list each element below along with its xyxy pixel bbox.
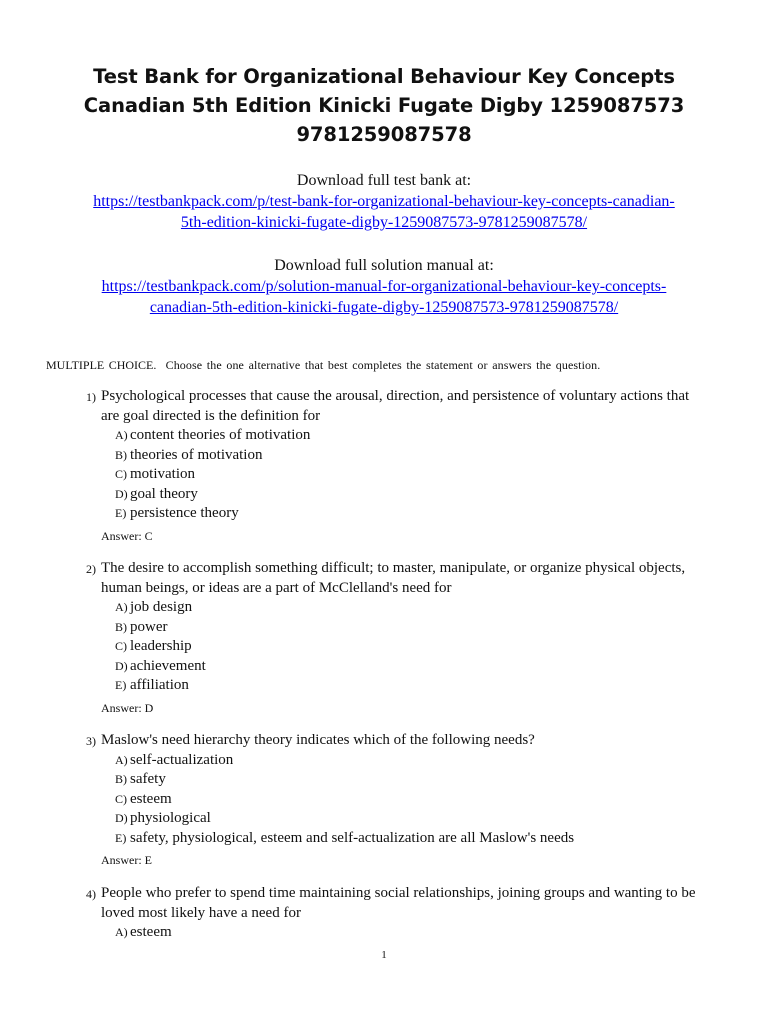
question-stem-line-2: are goal directed is the definition for <box>101 407 321 424</box>
question-number: 3) <box>86 734 96 748</box>
option-letter: B) <box>115 447 127 462</box>
option-d <box>115 485 726 505</box>
option-letter: A) <box>115 925 128 939</box>
option-d <box>115 657 726 677</box>
question-number: 4) <box>86 887 96 901</box>
answer: Answer: C <box>101 528 153 543</box>
option-text: self-actualization <box>130 751 234 768</box>
option-letter: C) <box>115 791 127 806</box>
option-d <box>115 809 726 829</box>
option-text: affiliation <box>130 677 189 693</box>
option-a <box>115 598 726 618</box>
test-bank-link-line-1[interactable]: https://testbankpack.com/p/test-bank-for-organizational-behaviour-key-concepts-canadian- <box>93 193 675 210</box>
option-c <box>115 790 726 810</box>
option-text: content theories of motivation <box>130 427 311 443</box>
option-text: physiological <box>130 810 211 826</box>
question-4 <box>86 884 726 943</box>
option-text: motivation <box>130 466 195 482</box>
option-letter: E) <box>115 830 127 845</box>
option-letter: A) <box>115 600 128 614</box>
option-text: esteem <box>130 790 172 807</box>
test-bank-download <box>20 170 748 233</box>
title-line-3: 9781259087578 <box>296 123 472 146</box>
option-letter: D) <box>115 811 128 825</box>
answer: Answer: E <box>101 853 152 867</box>
option-letter: D) <box>115 486 128 501</box>
question-2 <box>86 559 726 718</box>
solution-manual-link[interactable] <box>20 276 748 318</box>
question-stem-line-1: Maslow's need hierarchy theory indicates which of the following needs? <box>101 732 535 748</box>
option-text: achievement <box>130 657 206 674</box>
option-list <box>115 923 726 943</box>
title-line-2: Canadian 5th Edition Kinicki Fugate Digby 1259087573 <box>83 94 685 117</box>
option-text: persistence theory <box>130 505 239 521</box>
option-c <box>115 465 726 485</box>
option-text: power <box>130 618 168 635</box>
question-1 <box>86 387 726 546</box>
option-letter: E) <box>115 506 127 520</box>
option-letter: C) <box>115 467 127 481</box>
solution-manual-link-line-2[interactable]: canadian-5th-edition-kinicki-fugate-digby-1259087573-9781259087578/ <box>149 299 619 316</box>
option-a <box>115 751 726 771</box>
question-stem-line-2: loved most likely have a need for <box>101 904 301 921</box>
option-letter: D) <box>115 658 128 673</box>
option-list <box>115 598 726 696</box>
option-text: safety, physiological, esteem and self-actualization are all Maslow's needs <box>130 829 575 846</box>
option-letter: B) <box>115 619 127 634</box>
question-stem-line-1: Psychological processes that cause the arousal, direction, and persistence of voluntary actions that <box>101 388 690 404</box>
option-list <box>115 751 726 849</box>
option-text: goal theory <box>130 485 198 502</box>
option-b <box>115 446 726 466</box>
option-e <box>115 829 726 849</box>
option-letter: A) <box>115 428 128 442</box>
option-text: leadership <box>130 638 192 654</box>
option-list <box>115 426 726 524</box>
solution-manual-download-label: Download full solution manual at: <box>274 257 494 274</box>
option-b <box>115 770 726 790</box>
option-text: safety <box>130 771 166 787</box>
page-number: 1 <box>381 949 387 961</box>
option-letter: C) <box>115 639 127 653</box>
option-letter: A) <box>115 752 128 767</box>
question-number: 2) <box>86 562 96 576</box>
option-letter: B) <box>115 772 127 786</box>
test-bank-download-label: Download full test bank at: <box>296 172 472 189</box>
question-number: 1) <box>86 390 96 404</box>
solution-manual-link-line-1[interactable]: https://testbankpack.com/p/solution-manual-for-organizational-behaviour-key-concepts- <box>101 278 667 295</box>
option-a <box>115 426 726 446</box>
question-stem-line-1: The desire to accomplish something difficult; to master, manipulate, or organize physical objects, <box>101 560 686 576</box>
instructions <box>46 358 600 373</box>
document-title <box>60 62 708 149</box>
option-e <box>115 504 726 524</box>
answer: Answer: D <box>101 700 154 715</box>
question-stem-line-2: human beings, or ideas are a part of McClelland's need for <box>101 579 452 596</box>
test-bank-link-line-2[interactable]: 5th-edition-kinicki-fugate-digby-1259087573-9781259087578/ <box>180 214 588 231</box>
option-c <box>115 637 726 657</box>
solution-manual-download <box>20 255 748 318</box>
title-line-1: Test Bank for Organizational Behaviour Key Concepts <box>93 65 675 88</box>
option-a <box>115 923 726 943</box>
option-e <box>115 676 726 696</box>
option-letter: E) <box>115 678 127 692</box>
test-bank-link[interactable] <box>20 191 748 233</box>
question-stem-line-1: People who prefer to spend time maintaining social relationships, joining groups and wanting to be <box>101 885 696 901</box>
option-text: job design <box>130 599 193 615</box>
instructions-text: Choose the one alternative that best completes the statement or answers the question. <box>165 358 601 372</box>
option-b <box>115 618 726 638</box>
question-3 <box>86 731 726 871</box>
option-text: esteem <box>130 924 172 940</box>
instructions-heading: MULTIPLE CHOICE. <box>46 358 157 372</box>
option-text: theories of motivation <box>130 446 263 463</box>
